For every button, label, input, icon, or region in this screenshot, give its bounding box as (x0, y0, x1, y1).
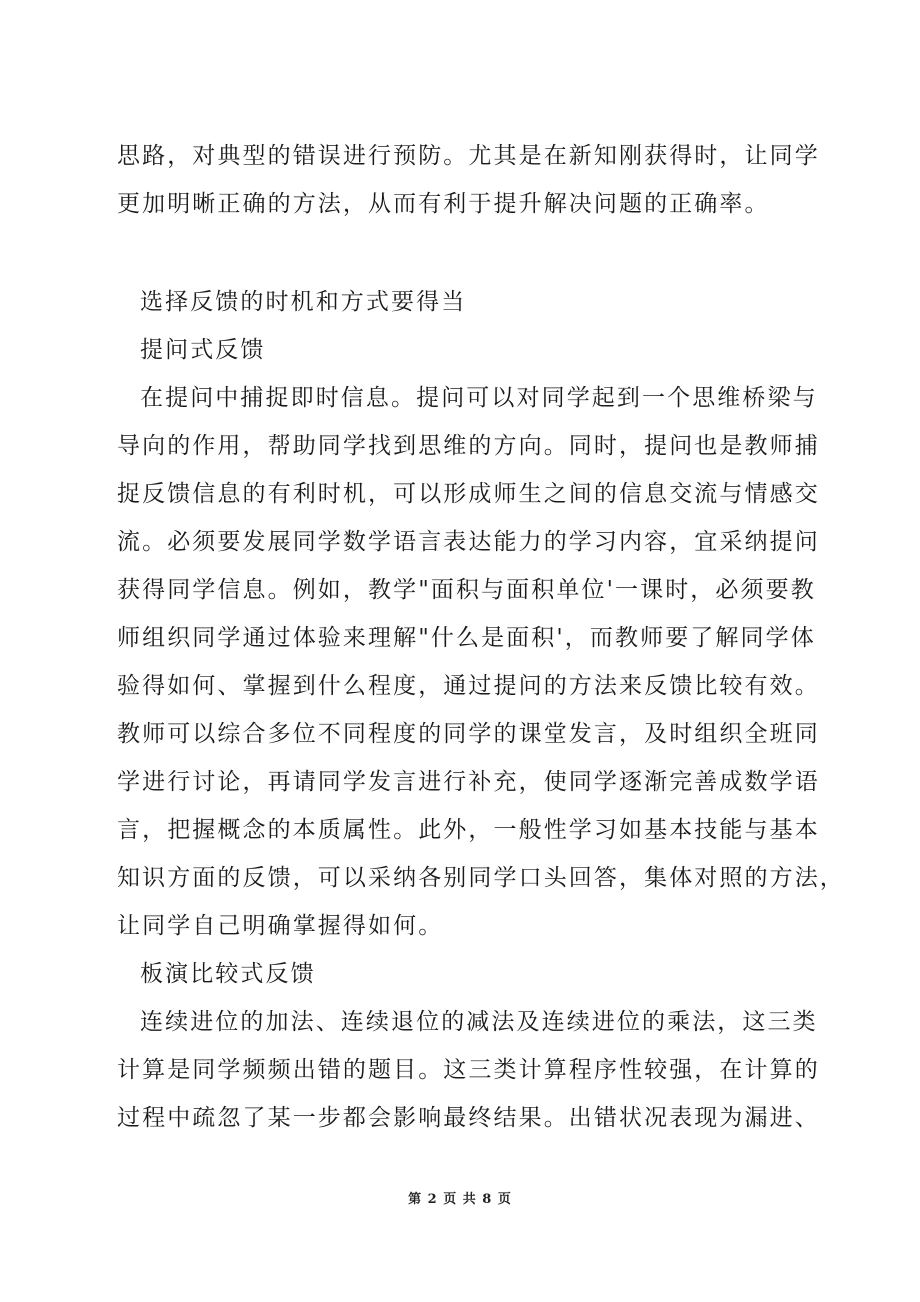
paragraph-2-line-11: 知识方面的反馈，可以采纳各别同学口头回答，集体对照的方法， (117, 865, 845, 891)
paragraph-2-line-1: 在提问中捕捉即时信息。提问可以对同学起到一个思维桥梁与 (140, 385, 818, 411)
section-heading: 选择反馈的时机和方式要得当 (140, 289, 467, 315)
paragraph-1-line-1: 思路，对典型的错误进行预防。尤其是在新知刚获得时，让同学 (117, 143, 820, 169)
paragraph-3-line-3: 过程中疏忽了某一步都会影响最终结果。出错状况表现为漏进、 (117, 1105, 820, 1131)
paragraph-2-line-2: 导向的作用，帮助同学找到思维的方向。同时，提问也是教师捕 (117, 433, 820, 459)
paragraph-2-line-7: 验得如何、掌握到什么程度，通过提问的方法来反馈比较有效。 (117, 673, 820, 699)
paragraph-2-line-10: 言，把握概念的本质属性。此外，一般性学习如基本技能与基本 (117, 817, 820, 843)
paragraph-2-line-3: 捉反馈信息的有利时机，可以形成师生之间的信息交流与情感交 (117, 481, 820, 507)
paragraph-3-line-2: 计算是同学频频出错的题目。这三类计算程序性较强，在计算的 (117, 1057, 820, 1083)
paragraph-3-line-1: 连续进位的加法、连续退位的减法及连续进位的乘法，这三类 (140, 1009, 818, 1035)
page-number-footer: 第 2 页 共 8 页 (408, 1192, 512, 1207)
paragraph-1-line-2: 更加明晰正确的方法，从而有利于提升解决问题的正确率。 (117, 191, 770, 217)
subsection-heading-questioning: 提问式反馈 (140, 337, 266, 363)
paragraph-2-line-6: 师组织同学通过体验来理解"什么是面积'，而教师要了解同学体 (117, 625, 816, 651)
paragraph-2-line-4: 流。必须要发展同学数学语言表达能力的学习内容，宜采纳提问 (117, 529, 820, 555)
paragraph-2-line-12: 让同学自己明确掌握得如何。 (117, 913, 444, 939)
paragraph-2-line-5: 获得同学信息。例如，教学"面积与面积单位'一课时，必须要教 (117, 577, 816, 603)
subsection-heading-board: 板演比较式反馈 (140, 961, 316, 987)
paragraph-2-line-8: 教师可以综合多位不同程度的同学的课堂发言，及时组织全班同 (117, 721, 820, 747)
paragraph-2-line-9: 学进行讨论，再请同学发言进行补充，使同学逐渐完善成数学语 (117, 769, 820, 795)
